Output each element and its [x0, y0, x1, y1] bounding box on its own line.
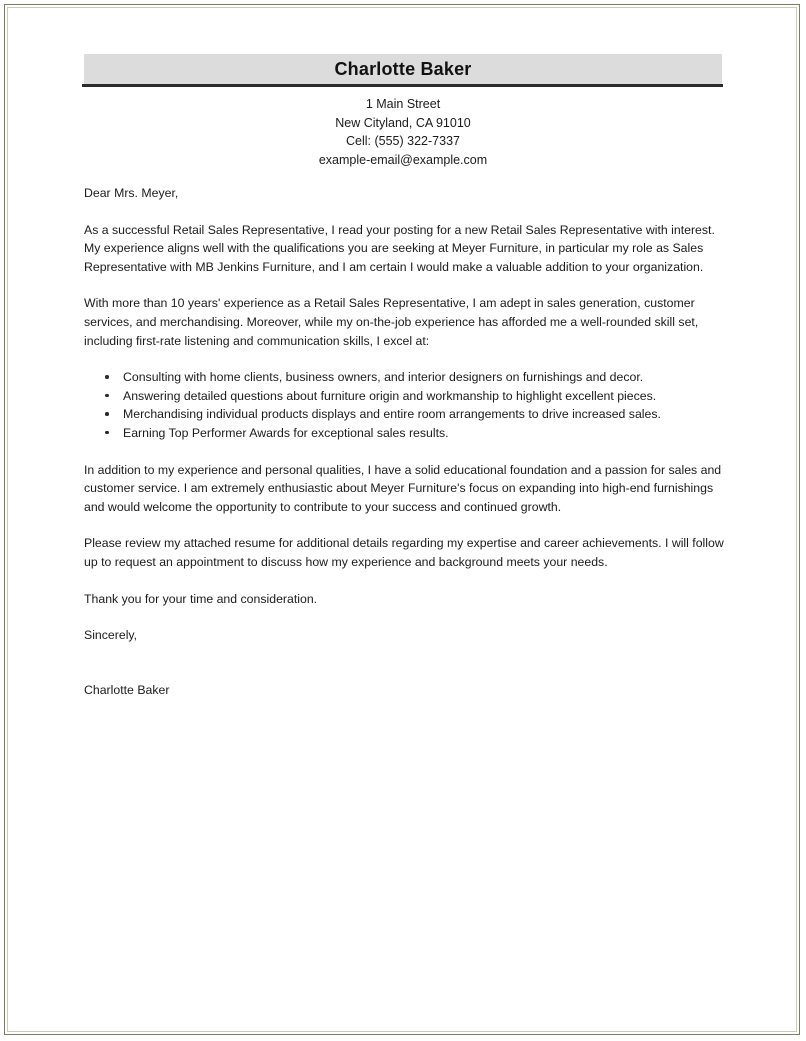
- letterhead-name-banner: [84, 54, 722, 84]
- letter-body: [84, 184, 724, 699]
- list-item: [84, 424, 724, 443]
- contact-city-state-zip: New Cityland, CA 91010: [335, 115, 471, 130]
- signoff: Sincerely,: [84, 628, 138, 643]
- bullet-icon: [105, 412, 109, 416]
- contact-phone: Cell: (555) 322-7337: [346, 134, 460, 148]
- contact-block: [84, 95, 722, 169]
- body-paragraph-4: Please review my attached resume for additional details regarding my expertise and career achievements. I will follow up to request an appointment to discuss how my experience and background meets your needs.: [84, 536, 724, 569]
- bullet-icon: [105, 394, 109, 398]
- body-paragraph-1: As a successful Retail Sales Representative, I read your posting for a new Retail Sales Representative with interest. My experience aligns well with the qualifications you are seeking at Meyer Furniture, in particular my role as Sales Representative with MB Jenkins Furniture, and I am certain I would make a valuable addition to your organization.: [84, 222, 715, 274]
- list-item: [84, 387, 724, 406]
- list-item-text: Consulting with home clients, business owners, and interior designers on furnishings and decor.: [123, 370, 644, 385]
- letterhead-name: Charlotte Baker: [334, 59, 472, 79]
- signature-name: Charlotte Baker: [84, 682, 170, 697]
- list-item: [84, 405, 724, 424]
- body-paragraph-2: With more than 10 years' experience as a Retail Sales Representative, I am adept in sales generation, customer services, and merchandising. Moreover, while my on-the-job experience has afforded me a well-rounded skill set, including first-rate listening and communication skills, I excel at:: [84, 296, 699, 348]
- list-item-text: Earning Top Performer Awards for exceptional sales results.: [123, 425, 449, 440]
- bullet-icon: [105, 431, 109, 435]
- skills-bullet-list: [84, 368, 724, 442]
- contact-email: example-email@example.com: [318, 152, 488, 167]
- body-paragraph-3: In addition to my experience and personal qualities, I have a solid educational foundation and a passion for sales and customer service. I am extremely enthusiastic about Meyer Furniture's focus on expanding into high-end furnishings and would welcome the opportunity to contribute to your success and continued growth.: [84, 462, 722, 514]
- contact-street: 1 Main Street: [365, 97, 441, 111]
- list-item-text: Answering detailed questions about furniture origin and workmanship to highlight excellent pieces.: [123, 388, 657, 403]
- signature-space: [84, 645, 724, 681]
- letterhead-divider-rule: [82, 84, 723, 87]
- salutation: Dear Mrs. Meyer,: [84, 186, 179, 200]
- list-item: [84, 368, 724, 387]
- bullet-icon: [105, 375, 109, 379]
- closing-line: Thank you for your time and consideration.: [84, 591, 318, 606]
- list-item-text: Merchandising individual products displays and entire room arrangements to drive increased sales.: [123, 407, 661, 422]
